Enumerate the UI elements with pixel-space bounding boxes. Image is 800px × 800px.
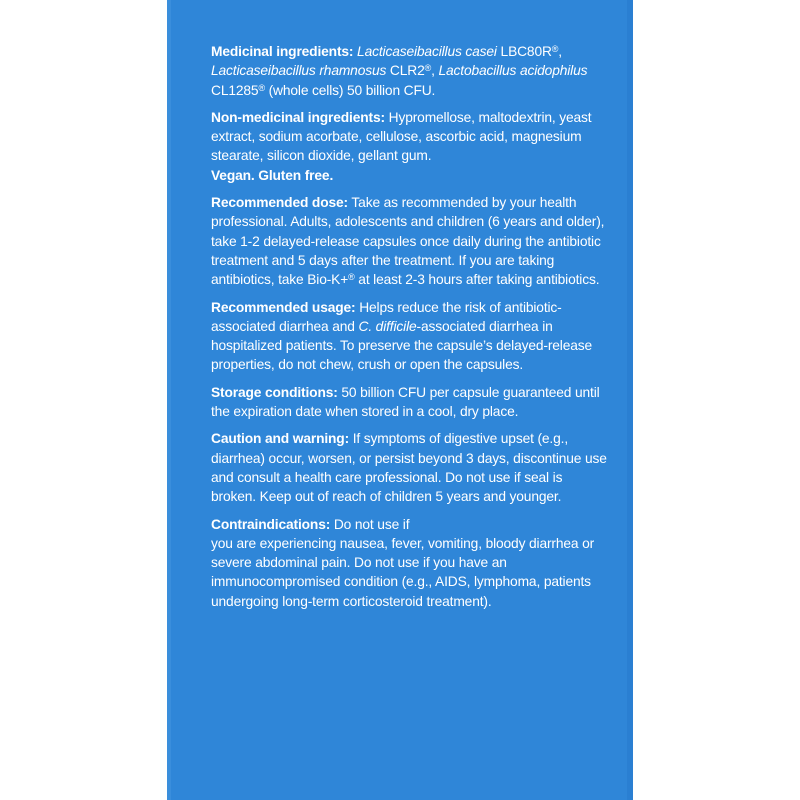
panel-edge-right bbox=[627, 0, 633, 800]
strain-acidophilus: Lactobacillus acidophilus bbox=[438, 63, 588, 79]
usage-text: Helps reduce the risk of antibiotic-associated diarrhea and bbox=[211, 299, 562, 334]
storage-heading: Storage conditions: bbox=[211, 384, 338, 400]
vegan-statement bbox=[211, 166, 607, 185]
contra-text: Do not use if bbox=[330, 516, 410, 532]
caution-heading: Caution and warning: bbox=[211, 431, 350, 447]
medicinal-heading: Medicinal ingredients: bbox=[211, 44, 354, 59]
label-text bbox=[211, 42, 607, 619]
recommended-usage bbox=[211, 298, 607, 375]
medicinal-tail: (whole cells) 50 billion CFU. bbox=[264, 82, 436, 98]
registered-mark: ® bbox=[424, 63, 432, 74]
strain-acidophilus-code: CL1285 bbox=[211, 82, 259, 98]
panel-edge-left bbox=[167, 0, 171, 800]
registered-mark: ® bbox=[551, 44, 559, 54]
storage-conditions bbox=[211, 383, 607, 422]
recommended-dose bbox=[211, 193, 607, 289]
dose-heading: Recommended dose: bbox=[211, 195, 348, 211]
caution-warning bbox=[211, 429, 607, 506]
strain-casei-code: LBC80R bbox=[496, 44, 552, 59]
contraindications bbox=[211, 515, 607, 611]
strain-casei: Lacticaseibacillus casei bbox=[357, 44, 497, 59]
dose-text-tail: at least 2-3 hours after taking antibiotics. bbox=[354, 272, 600, 288]
non-medicinal-heading: Non-medicinal ingredients: bbox=[211, 109, 385, 125]
usage-text-tail: -associated diarrhea in hospitalized patients. To preserve the capsule’s delayed-release properties, do not chew, crush or open the capsules. bbox=[211, 318, 593, 373]
storage-text: 50 billion CFU per capsule guaranteed until the expiration date when stored in a cool, dry place. bbox=[211, 384, 600, 420]
usage-heading: Recommended usage: bbox=[211, 299, 356, 315]
contra-heading: Contraindications: bbox=[211, 516, 331, 532]
separator: , bbox=[558, 44, 562, 59]
caution-text: If symptoms of digestive upset (e.g., diarrhea) occur, worsen, or persist beyond 3 days, discontinue use and consult a health care professional. Do not use if seal is broken. Keep out of reach of children 5 years and younger. bbox=[211, 431, 607, 505]
contra-text-tail: you are experiencing nausea, fever, vomiting, bloody diarrhea or severe abdominal pain. Do not use if you have an immunocompromised condition (e.g., AIDS, lymphoma, patients undergoing long-term corticosteroid treatment). bbox=[211, 535, 595, 609]
registered-mark: ® bbox=[258, 82, 265, 93]
strain-rhamnosus-code: CLR2 bbox=[386, 63, 425, 79]
strain-rhamnosus: Lacticaseibacillus rhamnosus bbox=[211, 63, 387, 79]
medicinal-ingredients bbox=[211, 42, 607, 100]
non-medicinal-text: Hypromellose, maltodextrin, yeast extract, sodium acorbate, cellulose, ascorbic acid, magnesium stearate, silicon dioxide, gellant gum. bbox=[211, 109, 592, 164]
vegan-text: Vegan. Gluten free. bbox=[211, 167, 334, 183]
usage-italic: C. difficile bbox=[358, 318, 417, 334]
non-medicinal-ingredients bbox=[211, 108, 607, 166]
label-panel bbox=[167, 0, 633, 800]
dose-text: Take as recommended by your health professional. Adults, adolescents and children (6 years and older), take 1-2 delayed-release capsules once daily during the antibiotic treatment and 5 days after the treatment. If you are taking antibiotics, take Bio-K+ bbox=[211, 195, 605, 288]
registered-mark: ® bbox=[348, 272, 355, 283]
separator: , bbox=[431, 63, 439, 79]
